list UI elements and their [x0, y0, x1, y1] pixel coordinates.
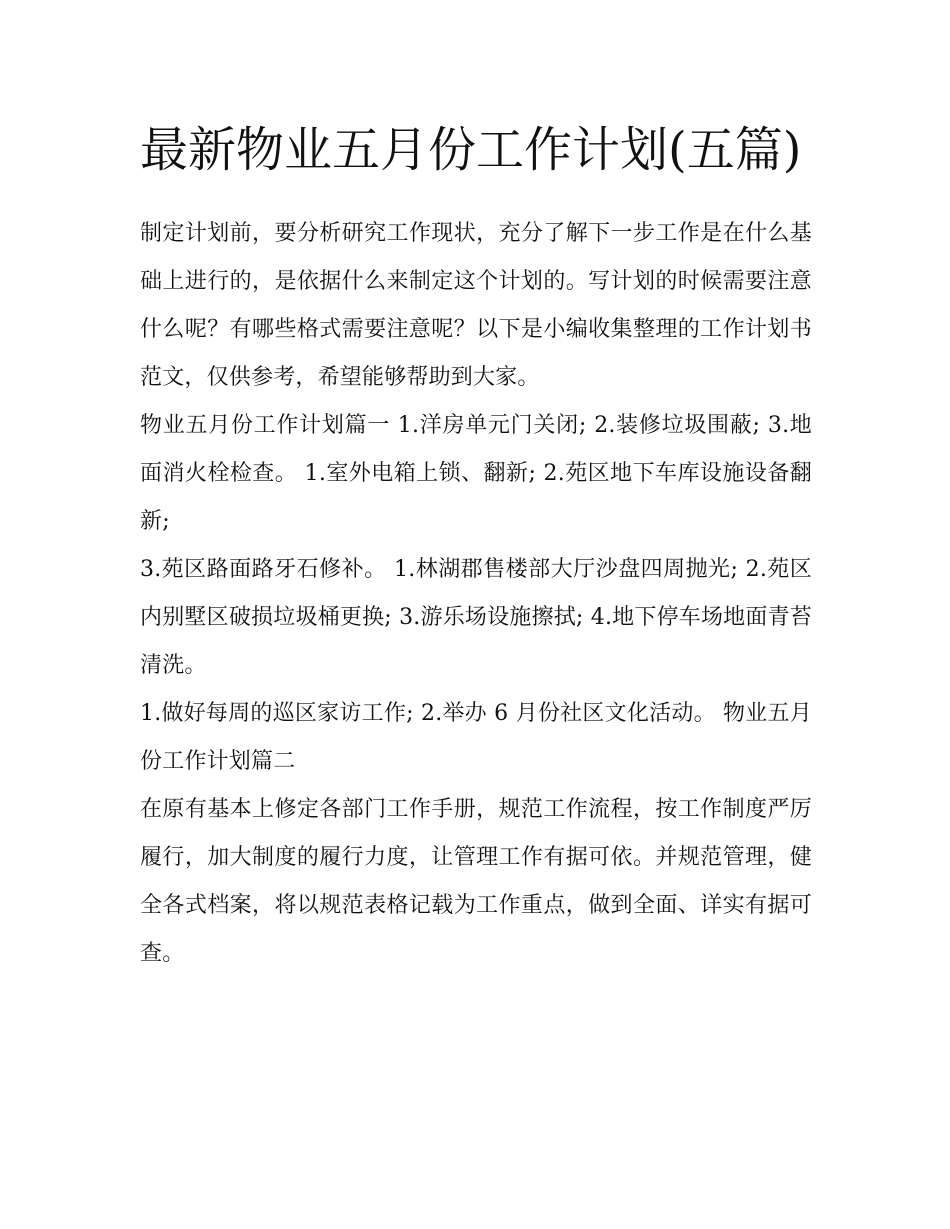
- paragraph-plan-two: 在原有基本上修定各部门工作手册，规范工作流程，按工作制度严厉履行，加大制度的履行力度，让管理工作有据可依。并规范管理，健全各式档案，将以规范表格记载为工作重点，做到全面、详实有据可查。: [140, 797, 812, 966]
- paragraph-plan-one-part1: 物业五月份工作计划篇一 1.洋房单元门关闭; 2.装修垃圾围蔽; 3.地面消火栓检查。 1.室外电箱上锁、翻新; 2.苑区地下车库设施设备翻新;: [140, 413, 812, 534]
- document-page: [140, 112, 812, 978]
- document-title: 最新物业五月份工作计划(五篇): [140, 122, 802, 178]
- paragraph-plan-one-part2: 3.苑区路面路牙石修补。 1.林湖郡售楼部大厅沙盘四周抛光; 2.苑区内别墅区破损垃圾桶更换; 3.游乐场设施擦拭; 4.地下停车场地面青苔清洗。: [140, 557, 812, 678]
- paragraph-intro: 制定计划前，要分析研究工作现状，充分了解下一步工作是在什么基础上进行的，是依据什么来制定这个计划的。写计划的时候需要注意什么呢？有哪些格式需要注意呢？以下是小编收集整理的工作计划书范文，仅供参考，希望能够帮助到大家。: [140, 221, 812, 390]
- paragraph-plan-one-part3: 1.做好每周的巡区家访工作; 2.举办 6 月份社区文化活动。 物业五月份工作计划篇二: [140, 701, 812, 774]
